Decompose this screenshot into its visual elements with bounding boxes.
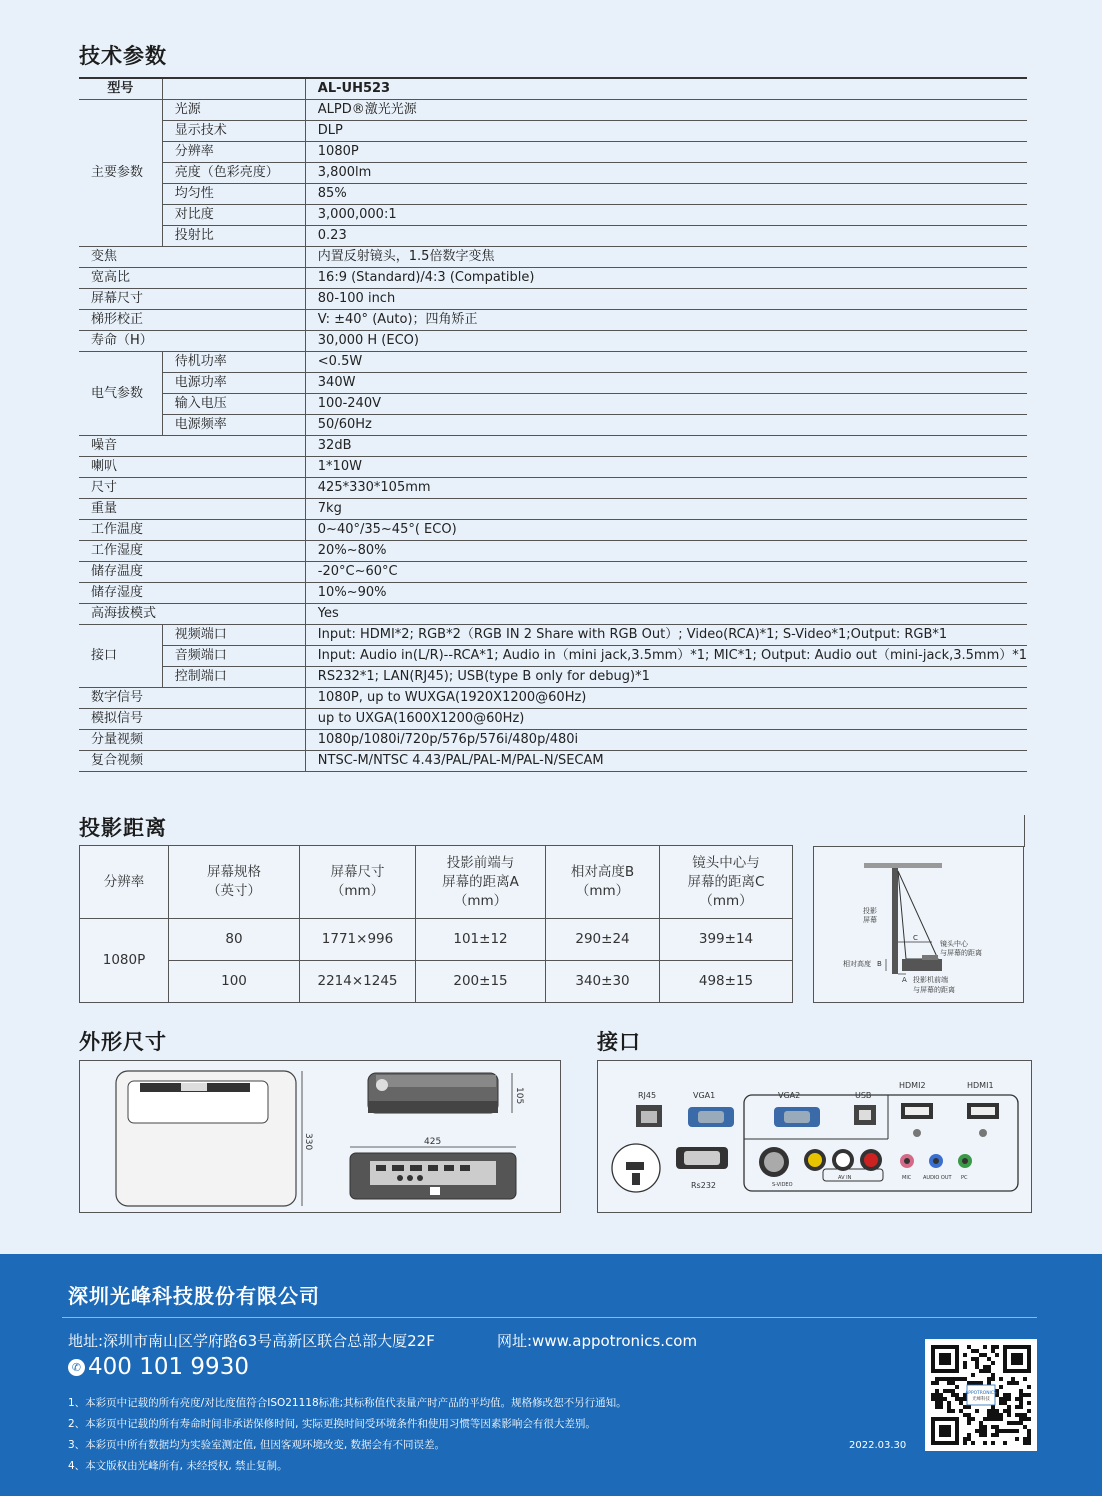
table-row [79,142,1027,163]
print-date: 2022.03.30 [849,1440,907,1451]
spec-sub-label: 控制端口 [162,667,305,688]
table-cell: 2214×1245 [300,961,416,1003]
model-value: AL-UH523 [305,78,1027,100]
table-cell: 399±14 [660,919,793,961]
table-row [79,289,1027,310]
spec-value: ALPD®激光光源 [305,100,1027,121]
spec-value: 1*10W [305,457,1027,478]
spec-label: 梯形校正 [79,310,305,331]
footnote: 4、本文版权由光峰所有, 未经授权, 禁止复制。 [68,1460,288,1472]
spec-label: 尺寸 [79,478,305,499]
phone-number: 400 101 9930 [88,1354,249,1380]
spec-label: 工作温度 [79,520,305,541]
spec-value: RS232*1; LAN(RJ45); USB(type B only for debug)*1 [305,667,1027,688]
table-row [79,562,1027,583]
spec-group-label: 电气参数 [79,352,162,436]
rs232-label: Rs232 [691,1181,716,1190]
distance-title: 投影距离 [79,816,167,840]
spec-value: <0.5W [305,352,1027,373]
spec-sub-label: 待机功率 [162,352,305,373]
spec-title: 技术参数 [79,44,167,68]
table-row [79,604,1027,625]
footnote: 2、本彩页中记载的所有寿命时间非承诺保修时间, 实际更换时间受环境条件和使用习惯等因素影响会有很大差别。 [68,1418,596,1430]
spec-sub-label: 光源 [162,100,305,121]
qr-code[interactable] [925,1339,1037,1451]
table-row [79,310,1027,331]
usb-label: USB [855,1091,872,1100]
table-row [79,667,1027,688]
spec-value: DLP [305,121,1027,142]
ports-title: 接口 [597,1030,641,1054]
table-row [79,457,1027,478]
qr-brand: APPOTRONICS [965,1391,997,1397]
spec-value: 32dB [305,436,1027,457]
spec-sub-label: 输入电压 [162,394,305,415]
spec-value: V: ±40° (Auto)；四角矫正 [305,310,1027,331]
spec-value: -20°C~60°C [305,562,1027,583]
spec-group-label: 主要参数 [79,100,162,247]
table-row [79,226,1027,247]
table-row [79,436,1027,457]
spec-value: 100-240V [305,394,1027,415]
spec-label: 数字信号 [79,688,305,709]
table-row [79,121,1027,142]
spec-value: 85% [305,184,1027,205]
spec-label: 模拟信号 [79,709,305,730]
dimensions-figure [79,1060,561,1213]
table-row [79,541,1027,562]
spec-value: 20%~80% [305,541,1027,562]
table-row [79,499,1027,520]
table-row [79,478,1027,499]
avin-label: AV IN [838,1175,852,1181]
table-cell: 101±12 [416,919,546,961]
audio-out-label: AUDIO OUT [923,1175,952,1181]
spec-value: 80-100 inch [305,289,1027,310]
hdmi1-label: HDMI1 [967,1081,994,1090]
spec-value: 内置反射镜头，1.5倍数字变焦 [305,247,1027,268]
footnote: 1、本彩页中记载的所有亮度/对比度值符合ISO21118标准;其标称值代表量产时产品的平均值。规格修改恕不另行通知。 [68,1397,627,1409]
spec-value: 0.23 [305,226,1027,247]
table-row [79,520,1027,541]
phone[interactable] [68,1354,249,1380]
table-cell: 80 [169,919,300,961]
spec-value: 0~40°/35~45°( ECO) [305,520,1027,541]
spec-sub-label: 音频端口 [162,646,305,667]
divider [1024,815,1025,847]
diagram-a: A [902,976,907,984]
table-row [79,247,1027,268]
diagram-c: C [913,934,918,942]
spacer [162,78,305,100]
ports-figure [597,1060,1032,1213]
spec-label: 宽高比 [79,268,305,289]
table-row [79,646,1027,667]
spec-value: Input: HDMI*2; RGB*2（RGB IN 2 Share with RGB Out）; Video(RCA)*1; S-Video*1;Output: RGB*1 [305,625,1027,646]
table-row [79,184,1027,205]
table-cell: 290±24 [546,919,660,961]
spec-sub-label: 均匀性 [162,184,305,205]
mic-label: MIC [902,1175,912,1181]
table-row [79,709,1027,730]
diagram-screen-label: 投影屏幕 [863,907,877,924]
spec-label: 储存湿度 [79,583,305,604]
footer [0,1254,1102,1496]
spec-sub-label: 视频端口 [162,625,305,646]
spec-value: 7kg [305,499,1027,520]
table-row [79,415,1027,436]
table-row [80,919,793,961]
spec-label: 喇叭 [79,457,305,478]
pc-label: PC [961,1175,968,1181]
table-row [79,163,1027,184]
table-row [79,730,1027,751]
spec-sub-label: 投射比 [162,226,305,247]
spec-value: 1080P [305,142,1027,163]
spec-value: NTSC-M/NTSC 4.43/PAL/PAL-M/PAL-N/SECAM [305,751,1027,772]
diagram-a-label: 投影机前端与屏幕的距离 [913,976,955,994]
spec-value: 16:9 (Standard)/4:3 (Compatible) [305,268,1027,289]
diagram-c-label: 镜头中心与屏幕的距离 [940,940,982,957]
spec-label: 屏幕尺寸 [79,289,305,310]
vga1-label: VGA1 [693,1091,716,1100]
svideo-label: S-VIDEO [772,1182,793,1188]
spec-value: 3,800lm [305,163,1027,184]
footnotes [68,1393,627,1477]
dist-header-1: 屏幕规格 （英寸） [169,846,300,919]
ports-svg [598,1061,1033,1214]
spec-label: 变焦 [79,247,305,268]
dimensions-title: 外形尺寸 [79,1030,167,1054]
spec-sub-label: 分辨率 [162,142,305,163]
spec-value: up to UXGA(1600X1200@60Hz) [305,709,1027,730]
spec-value: Input: Audio in(L/R)--RCA*1; Audio in（mini jack,3.5mm）*1; MIC*1; Output: Audio out（mini-jack,3.5mm）*1 [305,646,1027,667]
table-row [79,352,1027,373]
hdmi2-label: HDMI2 [899,1081,926,1090]
address: 地址:深圳市南山区学府路63号高新区联合总部大厦22F [68,1332,435,1350]
spec-header-row [79,78,1027,100]
spec-label: 分量视频 [79,730,305,751]
spec-value: 3,000,000:1 [305,205,1027,226]
dist-header-0: 分辨率 [80,846,169,919]
table-row [80,961,793,1003]
qr-brand-cn: 光峰科技 [972,1397,990,1403]
dist-header-3: 投影前端与 屏幕的距离A （mm） [416,846,546,919]
spec-sub-label: 电源功率 [162,373,305,394]
spec-sub-label: 亮度（色彩亮度） [162,163,305,184]
spec-label: 高海拔模式 [79,604,305,625]
table-cell: 340±30 [546,961,660,1003]
diagram-b: B [877,960,882,968]
spec-value: 50/60Hz [305,415,1027,436]
spec-value: 1080p/1080i/720p/576p/576i/480p/480i [305,730,1027,751]
spec-sub-label: 电源频率 [162,415,305,436]
spec-label: 噪音 [79,436,305,457]
table-row [79,751,1027,772]
table-cell: 100 [169,961,300,1003]
table-row [79,268,1027,289]
spec-value: 1080P, up to WUXGA(1920X1200@60Hz) [305,688,1027,709]
dimensions-svg [80,1061,562,1214]
spec-value: Yes [305,604,1027,625]
spec-value: 30,000 H (ECO) [305,331,1027,352]
table-row [79,373,1027,394]
dist-header-2: 屏幕尺寸 （mm） [300,846,416,919]
company-name: 深圳光峰科技股份有限公司 [68,1284,320,1308]
website[interactable]: 网址:www.appotronics.com [497,1332,698,1350]
spec-label: 复合视频 [79,751,305,772]
table-cell: 200±15 [416,961,546,1003]
dist-header-4: 相对高度B （mm） [546,846,660,919]
projection-diagram [813,846,1024,1003]
table-row [79,100,1027,121]
table-cell: 1771×996 [300,919,416,961]
spec-sub-label: 对比度 [162,205,305,226]
spec-label: 储存温度 [79,562,305,583]
distance-table [79,845,793,1003]
spec-label: 工作湿度 [79,541,305,562]
spec-table [79,77,1027,772]
table-row [79,688,1027,709]
depth-dim: 330 [303,1133,313,1151]
qr-code-image [931,1345,1031,1445]
table-row [79,205,1027,226]
table-row [79,583,1027,604]
spec-sub-label: 显示技术 [162,121,305,142]
dist-header-5: 镜头中心与 屏幕的距离C （mm） [660,846,793,919]
spec-value: 340W [305,373,1027,394]
spec-label: 寿命（H） [79,331,305,352]
dist-resolution: 1080P [80,919,169,1003]
table-row [79,394,1027,415]
projection-diagram-svg [814,847,1025,1004]
height-dim: 105 [514,1087,524,1105]
footer-divider [62,1317,1037,1318]
spec-value: 10%~90% [305,583,1027,604]
table-row [79,625,1027,646]
spec-group-label: 接口 [79,625,162,688]
spec-label: 重量 [79,499,305,520]
spec-value: 425*330*105mm [305,478,1027,499]
table-cell: 498±15 [660,961,793,1003]
footnote: 3、本彩页中所有数据均为实验室测定值, 但因客观环境改变, 数据会有不同误差。 [68,1439,446,1451]
model-label: 型号 [79,78,162,100]
vga2-label: VGA2 [778,1091,801,1100]
width-dim: 425 [424,1137,442,1147]
rj45-label: RJ45 [638,1091,657,1100]
phone-icon: ✆ [68,1359,85,1376]
table-row [79,331,1027,352]
diagram-b-label: 相对高度 [843,960,871,968]
